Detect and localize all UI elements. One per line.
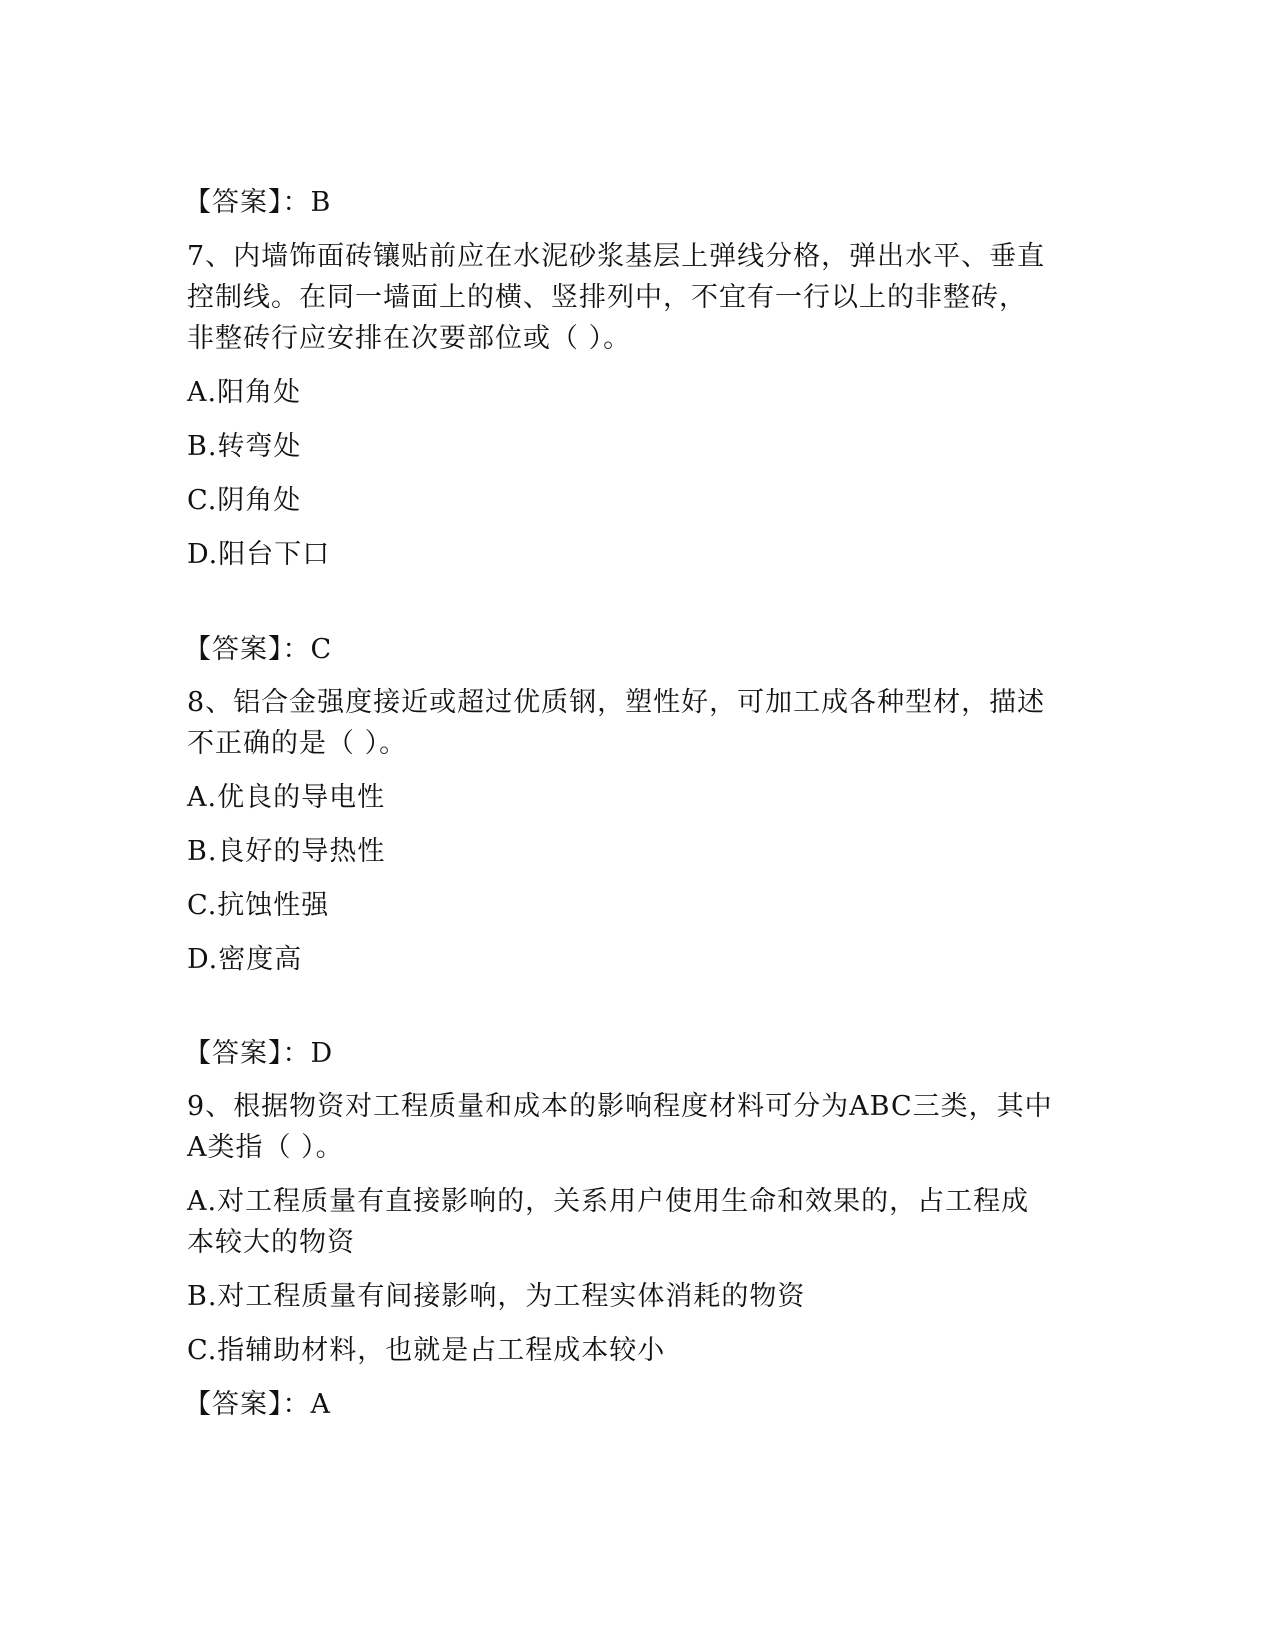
answer-label: 【答案】 [184,1038,283,1069]
answer-label: 【答案】 [184,1389,283,1420]
question-stem-line: 不正确的是（ ）。 [187,728,408,759]
answer-separator: ： [282,1038,311,1069]
question-stem-line: 控制线。在同一墙面上的横、竖排列中，不宜有一行以上的非整砖， [187,282,1027,313]
option-line: B.良好的导热性 [187,836,386,867]
answer-value: B [310,187,332,218]
question-stem-text: 内墙饰面砖镶贴前应在水泥砂浆基层上弹线分格，弹出水平、垂直 [233,241,1046,272]
answer-separator: ： [282,634,311,665]
answer-line [184,186,331,220]
question-stem-line [187,1090,1053,1124]
option-line: A.优良的导电性 [187,782,386,813]
question-stem-line [187,240,1045,274]
answer-line [184,633,332,667]
question-number: 8、 [187,687,234,718]
answer-value: D [310,1038,334,1069]
option-line: C.阴角处 [187,485,302,516]
question-stem-line: A类指（ ）。 [187,1132,344,1163]
option-line: 本较大的物资 [187,1227,355,1258]
question-stem-line: 非整砖行应安排在次要部位或（ ）。 [187,323,632,354]
answer-separator: ： [282,187,311,218]
answer-value: C [310,634,333,665]
option-line: D.密度高 [187,944,303,975]
option-line: C.指辅助材料，也就是占工程成本较小 [187,1335,666,1366]
answer-label: 【答案】 [184,187,283,218]
option-line: D.阳台下口 [187,539,331,570]
option-line: B.对工程质量有间接影响，为工程实体消耗的物资 [187,1281,806,1312]
question-number: 7、 [187,241,234,272]
answer-line [184,1388,331,1422]
question-stem-text: 铝合金强度接近或超过优质钢，塑性好，可加工成各种型材，描述 [233,687,1046,718]
option-line: A.阳角处 [187,377,302,408]
option-line: A.对工程质量有直接影响的，关系用户使用生命和效果的，占工程成 [187,1186,1030,1217]
option-line: C.抗蚀性强 [187,890,330,921]
option-line: B.转弯处 [187,431,302,462]
answer-separator: ： [282,1389,311,1420]
answer-value: A [310,1389,331,1420]
question-number: 9、 [187,1091,234,1122]
question-stem-text: 根据物资对工程质量和成本的影响程度材料可分为ABC三类，其中 [233,1091,1053,1122]
answer-label: 【答案】 [184,634,283,665]
answer-line [184,1037,333,1071]
question-stem-line [187,686,1045,720]
